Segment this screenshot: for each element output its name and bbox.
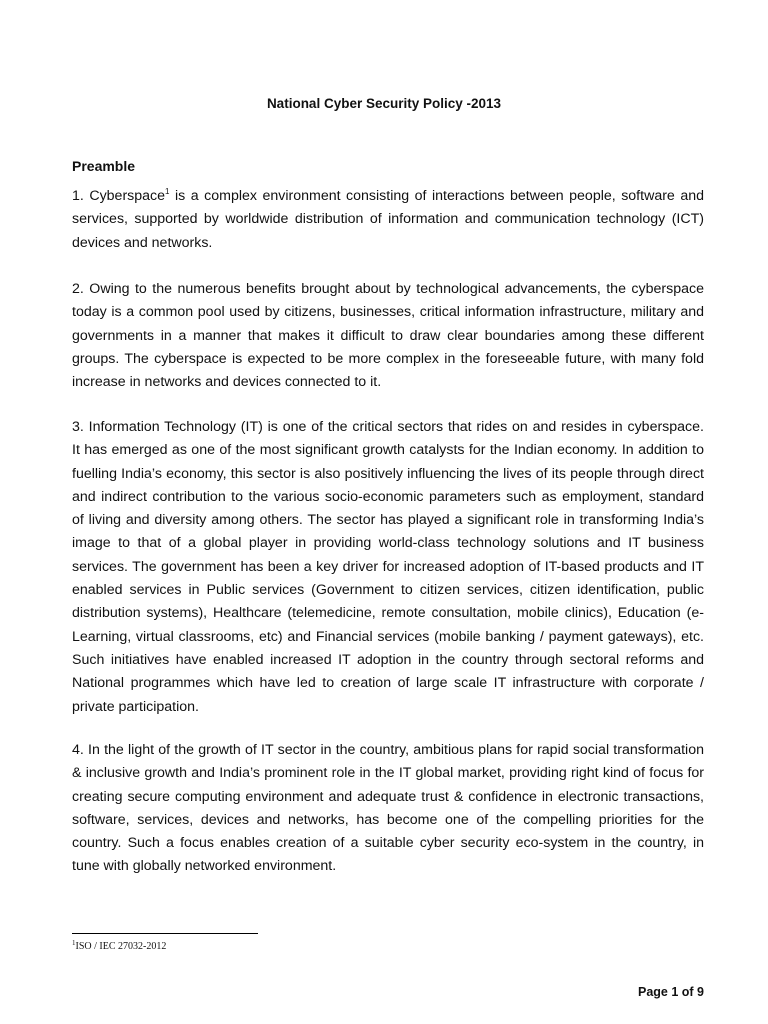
paragraph-line: increase in networks and devices connected to it. [72,374,382,391]
paragraph-line: devices and networks. [72,234,213,251]
paragraph-line: tune with globally networked environment. [72,858,337,875]
paragraph-line: enabled services in Public services (Government to citizen services, citizen identification, public [72,582,704,599]
paragraph-line: Such initiatives have enabled increased IT adoption in the country through sectoral reforms and [72,651,704,668]
footnote-divider [72,933,258,934]
paragraph-line: creating secure computing environment and adequate trust & confidence in electronic transactions, [72,788,704,805]
paragraph-line: software, services, devices and networks, has become one of the compelling priorities for the [72,811,704,828]
paragraph-line: Learning, virtual classrooms, etc) and Financial services (mobile banking / payment gateways), etc. [72,628,704,645]
paragraph-line: today is a common pool used by citizens, businesses, critical information infrastructure, military and [72,304,704,321]
document-title: National Cyber Security Policy -2013 [266,96,502,111]
section-heading-preamble: Preamble [72,158,136,174]
footnote-marker: 1 [72,939,76,947]
paragraph-line: services. The government has been a key driver for increased adoption of IT-based products and IT [72,558,704,575]
paragraph-line: 2. Owing to the numerous benefits brought about by technological advancements, the cyberspace [72,281,704,297]
paragraph-line: image to that of a global player in providing world-class technology solutions and IT business [72,535,704,552]
footnote [72,940,166,954]
paragraph-text: 1. Cyberspace [72,188,166,204]
paragraph-text: is a complex environment consisting of interactions between people, software and [169,188,704,204]
paragraph-line [72,185,704,208]
paragraph-4 [72,739,704,879]
paragraph-line: 3. Information Technology (IT) is one of the critical sectors that rides on and resides in cyberspace. [72,419,704,435]
paragraph-line: distribution systems), Healthcare (telemedicine, remote consultation, mobile clinics), Education (e- [72,605,704,622]
page-number: Page 1 of 9 [638,985,704,999]
paragraph-line: & inclusive growth and India’s prominent role in the IT global market, providing right kind of focus for [72,765,704,782]
paragraph-line: It has emerged as one of the most significant growth catalysts for the Indian economy. In addition to [72,442,704,459]
footnote-reference[interactable]: 1 [165,187,170,196]
paragraph-line: country. Such a focus enables creation of a suitable cyber security eco-system in the country, in [72,835,704,852]
paragraph-2 [72,278,704,394]
paragraph-line: fuelling India’s economy, this sector is also positively influencing the lives of its people through direct [72,465,704,482]
paragraph-line: groups. The cyberspace is expected to be more complex in the foreseeable future, with many fold [72,350,704,367]
paragraph-line: private participation. [72,698,199,715]
paragraph-line: and indirect contribution to the various socio-economic parameters such as employment, standard [72,488,704,505]
paragraph-line: National programmes which have led to creation of large scale IT infrastructure with corporate / [72,675,704,692]
paragraph-1 [72,185,704,255]
paragraph-line: of living and diversity among others. The sector has played a significant role in transforming India’s [72,512,704,529]
paragraph-3 [72,416,704,719]
paragraph-line: 4. In the light of the growth of IT sector in the country, ambitious plans for rapid social transformation [72,742,704,758]
footnote-text: ISO / IEC 27032-2012 [75,941,167,952]
paragraph-line: services, supported by worldwide distribution of information and communication technology (ICT) [72,211,704,228]
paragraph-line: governments in a manner that makes it difficult to draw clear boundaries among these different [72,327,704,344]
